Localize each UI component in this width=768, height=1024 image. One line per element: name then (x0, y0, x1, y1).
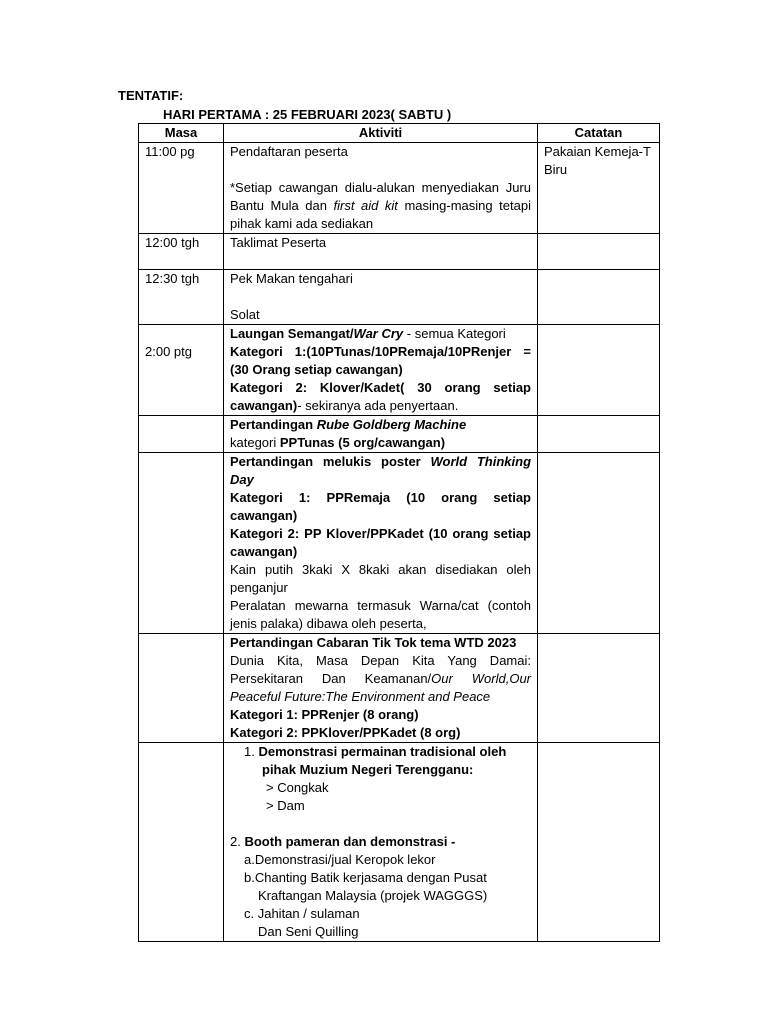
masa-cell: 12:30 tgh (139, 270, 224, 325)
catatan-cell (538, 325, 660, 416)
activity-line (230, 434, 531, 452)
col-header-masa: Masa (139, 124, 224, 143)
table-row (139, 743, 660, 942)
masa-cell (139, 416, 224, 453)
list-item (230, 743, 531, 761)
activity-note (230, 179, 531, 233)
category-line: Kategori 1: PPRemaja (10 orang setiap cawangan) (230, 490, 531, 523)
aktiviti-cell (224, 143, 538, 234)
sub-item: > Congkak (266, 780, 329, 795)
sub-item: c. Jahitan / sulaman (244, 906, 360, 921)
plain-text: - sekiranya ada penyertaan. (297, 398, 459, 413)
activity-line (230, 416, 531, 434)
bold-text: Booth pameran dan demonstrasi - (244, 834, 456, 849)
bold-text: Pertandingan (230, 417, 317, 432)
sub-item: a.Demonstrasi/jual Keropok lekor (244, 852, 436, 867)
col-header-catatan: Catatan (538, 124, 660, 143)
table-row (139, 416, 660, 453)
sub-item-cont: Dan Seni Quilling (258, 924, 359, 939)
table-row (139, 143, 660, 234)
masa-cell: 12:00 tgh (139, 234, 224, 270)
note-text: *Setiap cawangan dialu-alukan menyediakan Juru Bantu Mula dan (230, 180, 531, 213)
plain-text: kategori (230, 435, 280, 450)
sub-item-cont: Kraftangan Malaysia (projek WAGGGS) (258, 888, 488, 903)
italic-text: Our World,Our Peaceful Future:The Environment and Peace (230, 671, 531, 704)
masa-cell (139, 634, 224, 743)
note-text: masing-masing tetapi pihak kami ada sediakan (230, 198, 531, 231)
category-line: Kategori 1:(10PTunas/10PRemaja/10PRenjer =(30 Orang setiap cawangan) (230, 344, 531, 377)
bold-italic-text: War Cry (353, 326, 404, 341)
aktiviti-cell (224, 325, 538, 416)
table-row (139, 634, 660, 743)
table-row (139, 453, 660, 634)
sub-item: > Dam (266, 798, 305, 813)
masa-cell (139, 325, 224, 416)
masa-text: 2:00 ptg (145, 344, 192, 359)
aktiviti-cell (224, 743, 538, 942)
aktiviti-cell (224, 416, 538, 453)
note-line: Kain putih 3kaki X 8kaki akan disediakan oleh penganjur (230, 562, 531, 595)
note-line: Peralatan mewarna termasuk Warna/cat (contoh jenis palaka) dibawa oleh peserta, (230, 598, 531, 631)
category-line: Kategori 1: PPRenjer (8 orang) (230, 707, 419, 722)
table-row (139, 325, 660, 416)
catatan-cell: Pakaian Kemeja-T Biru (538, 143, 660, 234)
activity-line: Pendaftaran peserta (230, 144, 348, 159)
day-heading: HARI PERTAMA : 25 FEBRUARI 2023( SABTU ) (163, 107, 452, 122)
bold-text: Kategori 2: Klover/Kadet( 30 orang setiap cawangan) (230, 380, 531, 413)
bold-text: PPTunas (5 org/cawangan) (279, 435, 446, 450)
masa-cell (139, 743, 224, 942)
activity-line: Pek Makan tengahari (230, 271, 353, 286)
bold-italic-text: World Thinking Day (230, 454, 532, 487)
sub-item: b.Chanting Batik kerjasama dengan Pusat (244, 870, 487, 885)
aktiviti-cell: Taklimat Peserta (224, 234, 538, 270)
list-number: 1. (244, 744, 259, 759)
bold-text: Pertandingan melukis poster (230, 454, 431, 469)
catatan-cell (538, 416, 660, 453)
aktiviti-cell (224, 270, 538, 325)
note-text-italic: first aid kit (333, 198, 398, 213)
plain-text: - semua Kategori (403, 326, 506, 341)
catatan-cell (538, 234, 660, 270)
col-header-aktiviti: Aktiviti (224, 124, 538, 143)
catatan-cell (538, 270, 660, 325)
catatan-cell (538, 634, 660, 743)
masa-cell (139, 453, 224, 634)
activity-line (230, 325, 531, 343)
plain-text: Dunia Kita, Masa Depan Kita Yang Damai: Persekitaran Dan Keamanan/ (230, 653, 531, 686)
theme-line (230, 652, 531, 706)
category-line: Kategori 2: PPKlover/PPKadet (8 org) (230, 725, 461, 740)
bold-italic-text: Rube Goldberg Machine (316, 417, 467, 432)
activity-line (230, 453, 531, 489)
category-line: Kategori 2: PP Klover/PPKadet (10 orang setiap cawangan) (230, 526, 531, 559)
list-item (230, 833, 531, 851)
bold-text: Demonstrasi permainan tradisional oleh (258, 744, 507, 759)
aktiviti-cell (224, 634, 538, 743)
schedule-table (138, 123, 660, 942)
table-row (139, 270, 660, 325)
aktiviti-cell (224, 453, 538, 634)
catatan-cell (538, 743, 660, 942)
category-line (230, 379, 531, 415)
table-row (139, 234, 660, 270)
document-title: TENTATIF: (118, 88, 184, 103)
list-number: 2. (230, 834, 245, 849)
table-header-row (139, 124, 660, 143)
list-item-cont: pihak Muzium Negeri Terengganu: (262, 762, 474, 777)
activity-line: Solat (230, 307, 260, 322)
catatan-cell (538, 453, 660, 634)
masa-cell: 11:00 pg (139, 143, 224, 234)
activity-line: Pertandingan Cabaran Tik Tok tema WTD 2023 (230, 635, 517, 650)
bold-text: Laungan Semangat/ (230, 326, 354, 341)
